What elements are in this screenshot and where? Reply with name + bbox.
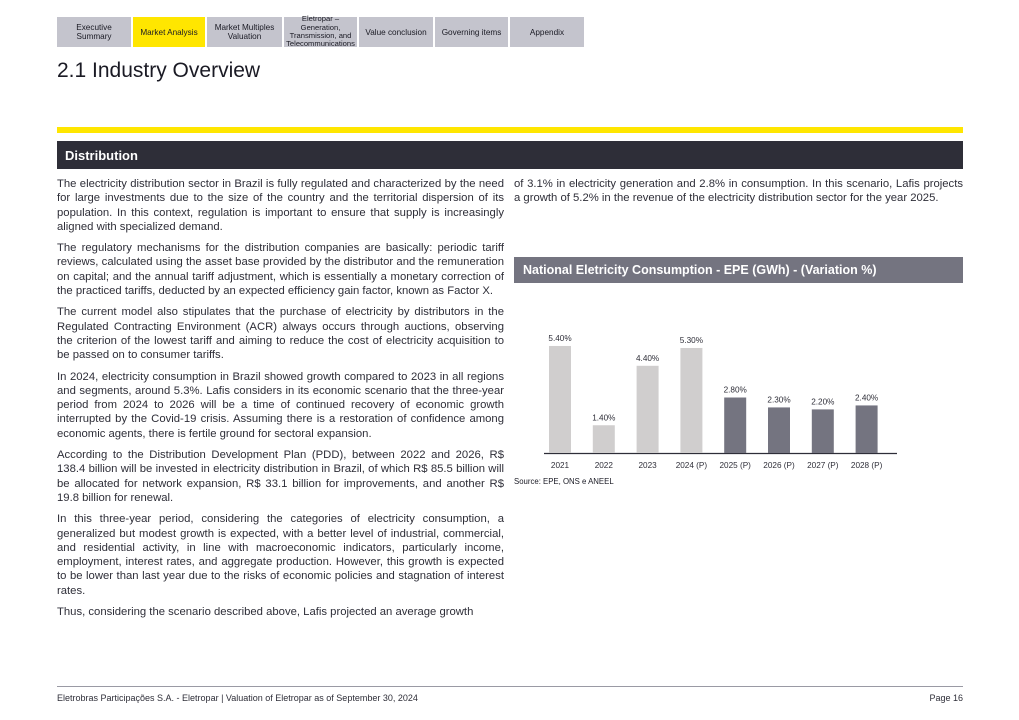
tab-market-analysis[interactable]: Market Analysis	[133, 17, 205, 47]
nav-tabs	[57, 14, 584, 49]
x-tick-label: 2022	[594, 461, 613, 470]
data-label: 2.80%	[723, 385, 747, 395]
accent-rule	[57, 127, 963, 133]
bar-2022	[593, 425, 615, 453]
chart-source: Source: EPE, ONS e ANEEL	[514, 477, 614, 486]
tab-market-multiples-valuation[interactable]: Market Multiples Valuation	[207, 17, 282, 47]
tab-executive-summary[interactable]: Executive Summary	[57, 17, 131, 47]
section-header: Distribution	[57, 141, 963, 169]
x-tick-label: 2026 (P)	[763, 461, 795, 470]
data-label: 2.30%	[767, 395, 791, 405]
bar-2028-p	[856, 405, 878, 453]
bar-2026-p	[768, 407, 790, 453]
data-label: 5.40%	[548, 333, 572, 343]
bar-2027-p	[812, 409, 834, 453]
tab-value-conclusion[interactable]: Value conclusion	[359, 17, 433, 47]
page-number: Page 16	[929, 693, 963, 703]
footer-text: Eletrobras Participações S.A. - Eletropar | Valuation of Eletropar as of September 30, 2024	[57, 693, 418, 703]
paragraph: The regulatory mechanisms for the distribution companies are basically: periodic tariff reviews, calculated using the asset base provided by the distributor and the remuneration on capital; and the annual tariff adjustment, which is essentially a monetary correction of the practiced tariffs, deducted by an expected efficiency gain factor, known as Factor X.	[57, 242, 504, 298]
x-tick-label: 2024 (P)	[675, 461, 708, 470]
left-column	[57, 177, 504, 626]
bar-2021	[549, 346, 571, 453]
paragraph: In 2024, electricity consumption in Brazil showed growth compared to 2023 in all regions and segments, around 5.3%. Lafis considers in its economic scenario that the three-year period from 2024 to 2026 will be a time of continued recovery of economic growth interrupted by the Covid-19 crisis. Assuming there is a restoration of confidence among economic agents, there is fertile ground for sectoral expansion.	[57, 370, 504, 440]
footer-divider	[57, 686, 963, 687]
paragraph: The current model also stipulates that the purchase of electricity by distributors in the Regulated Contracting Environment (ACR) always occurs through auctions, observing the criterion of the lowest tariff and aiming to reduce the cost of electricity acquisition to be passed on to consumer tariffs.	[57, 306, 504, 362]
data-label: 2.40%	[854, 393, 879, 403]
data-label: 2.20%	[811, 397, 835, 407]
bar-2025-p	[724, 398, 746, 453]
chart-title: National Eletricity Consumption - EPE (GWh) - (Variation %)	[514, 257, 963, 283]
x-tick-label: 2025 (P)	[719, 461, 751, 470]
data-label: 4.40%	[635, 353, 660, 363]
tab-appendix[interactable]: Appendix	[510, 17, 584, 47]
x-tick-label: 2027 (P)	[807, 461, 839, 470]
paragraph: In this three-year period, considering the categories of electricity consumption, a generalized but modest growth is expected, with a better level of industrial, commercial, and residential activity, in line with macroeconomic indicators, particularly income, employment, interest rates, and aggregate production. However, this growth is expected to be lower than last year due to the risks of economic policies and stagnation of interest rates.	[57, 513, 504, 597]
paragraph: Thus, considering the scenario described above, Lafis projected an average growth	[57, 606, 474, 619]
right-column-text: of 3.1% in electricity generation and 2.8% in consumption. In this scenario, Lafis projects a growth of 5.2% in the revenue of the electricity distribution sector for the year 2025.	[514, 178, 963, 205]
tab-governing-items[interactable]: Governing items	[435, 17, 508, 47]
x-tick-label: 2023	[638, 461, 657, 470]
x-tick-label: 2028 (P)	[850, 461, 883, 470]
bar-2024-p	[680, 348, 702, 453]
data-label: 1.40%	[592, 413, 616, 423]
paragraph: According to the Distribution Development Plan (PDD), between 2022 and 2026, R$ 138.4 billion will be invested in electricity distribution in Brazil, of which R$ 85.5 billion will be allocated for network expansion, R$ 33.1 billion for improvements, and another R$ 19.8 billion for renewal.	[57, 449, 504, 504]
x-tick-label: 2021	[550, 461, 570, 470]
page-title: 2.1 Industry Overview	[57, 59, 261, 82]
tab-eletropar[interactable]: Eletropar – Generation, Transmission, and Telecommunications	[284, 17, 357, 47]
consumption-bar-chart	[514, 286, 963, 476]
paragraph: The electricity distribution sector in Brazil is fully regulated and characterized by the need for large investments due to the size of the country and the territorial dispersion of its population. In this context, regulation is important to ensure that supply is increasingly aligned with specialized demand.	[57, 178, 504, 233]
data-label: 5.30%	[679, 335, 704, 345]
bar-2023	[637, 366, 659, 453]
